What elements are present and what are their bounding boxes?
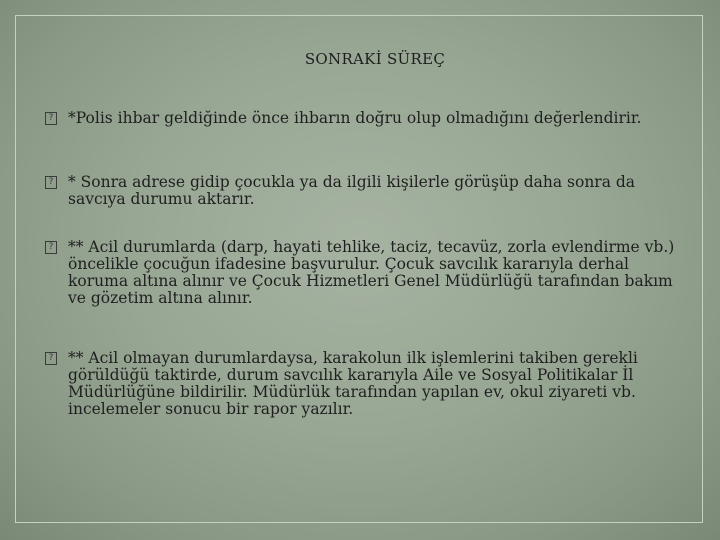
list-item <box>45 239 685 307</box>
slide-title: SONRAKİ SÜREÇ <box>304 50 446 68</box>
list-item <box>45 110 685 127</box>
list-item-text: ** Acil olmayan durumlardaysa, karakolun ilk işlemlerini takiben gerekli görüldüğü taktirde, durum savcılık kararıyla Aile ve Sosyal Politikalar İl Müdürlüğüne bildirilir. Müdürlük tarafından yapılan ev, okul ziyareti vb. incelemeler sonucu bir rapor yazılır. <box>68 349 638 418</box>
list-item <box>45 350 685 418</box>
bullet-icon: ? <box>45 352 57 365</box>
bullet-icon: ? <box>45 176 57 189</box>
bullet-icon: ? <box>45 241 57 254</box>
list-item-text: *Polis ihbar geldiğinde önce ihbarın doğru olup olmadığını değerlendirir. <box>68 109 642 127</box>
list-item <box>45 174 685 208</box>
list-item-text: * Sonra adrese gidip çocukla ya da ilgili kişilerle görüşüp daha sonra da savcıya durumu aktarır. <box>68 173 636 208</box>
bullet-icon: ? <box>45 112 57 125</box>
list-item-text: ** Acil durumlarda (darp, hayati tehlike, taciz, tecavüz, zorla evlendirme vb.) öncelikle çocuğun ifadesine başvurulur. Çocuk savcılık kararıyla derhal koruma altına alınır ve Çocuk Hizmetleri Genel Müdürlüğü tarafından bakım ve gözetim altına alınır. <box>68 238 675 307</box>
